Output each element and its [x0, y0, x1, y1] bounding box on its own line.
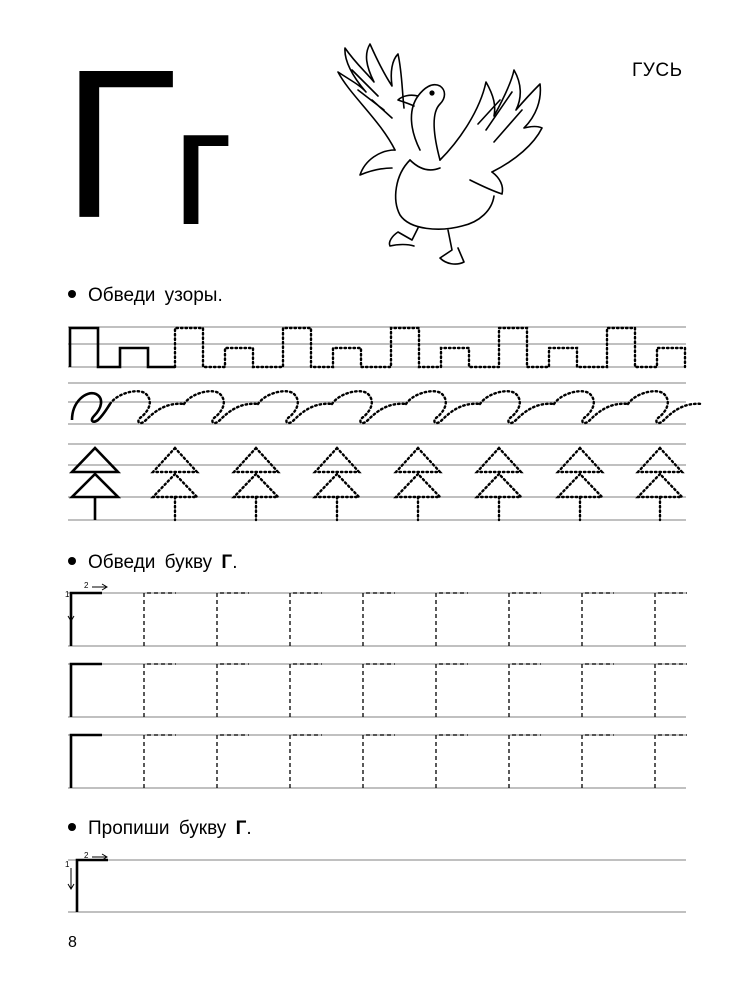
page-number: 8 — [68, 934, 77, 951]
stroke-number-1: 1 — [65, 590, 70, 599]
instruction-text: Пропиши букву — [88, 818, 236, 839]
instruction-letter: Г — [235, 818, 247, 839]
word-label: ГУСЬ — [632, 60, 683, 81]
stroke-number-1: 1 — [65, 860, 70, 869]
big-letter-upper: Г — [62, 25, 177, 262]
instruction-text: Обведи узоры. — [88, 285, 223, 306]
stroke-number-2: 2 — [84, 851, 89, 860]
instruction-suffix: . — [232, 552, 238, 573]
stroke-number-2: 2 — [84, 581, 89, 590]
instruction-suffix: . — [246, 818, 252, 839]
big-letter-lower: г — [172, 72, 234, 260]
instruction-text: Обведи букву — [88, 552, 222, 573]
instruction-letter: Г — [221, 552, 233, 573]
